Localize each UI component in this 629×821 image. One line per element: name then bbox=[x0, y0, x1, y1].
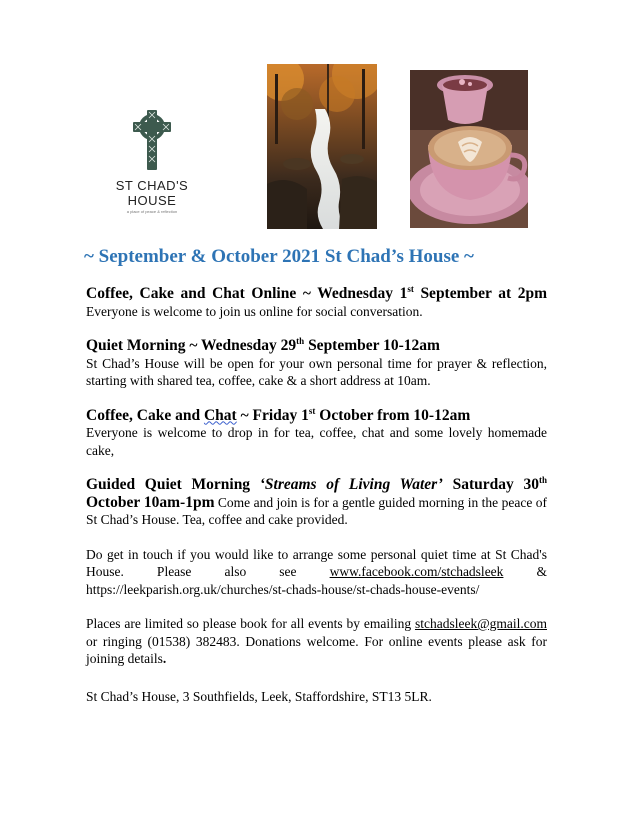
event2-title-part2: September 10-12am bbox=[304, 337, 440, 354]
event2-title-part1: Quiet Morning ~ Wednesday 29 bbox=[86, 337, 297, 354]
event2-title-sup: th bbox=[296, 335, 305, 346]
celtic-cross-icon bbox=[131, 108, 173, 172]
event3-title-sup: st bbox=[308, 405, 316, 416]
event-coffee-chat-description: Everyone is welcome to drop in for tea, coffee, chat and some lovely homemade cake, bbox=[86, 425, 547, 458]
event-guided-quiet-morning bbox=[86, 476, 547, 529]
page-heading: ~ September & October 2021 St Chad’s House ~ bbox=[84, 246, 474, 267]
coffee-cups-photo bbox=[410, 70, 528, 228]
event1-title-part1: Coffee, Cake and Chat Online ~ Wednesday 1 bbox=[86, 285, 408, 302]
event3-title-part3: October from 10-12am bbox=[315, 406, 471, 424]
event3-title-part1: Coffee, Cake and bbox=[86, 406, 204, 424]
email-link[interactable]: stchadsleek@gmail.com bbox=[414, 616, 547, 631]
booking-paragraph bbox=[86, 615, 547, 668]
event3-title-chat: Chat bbox=[203, 406, 237, 424]
event-coffee-online-title bbox=[86, 285, 547, 302]
contact-text-part1: Do get in touch if you would like to arrange some personal quiet time at St Chad's House. Please also see bbox=[86, 546, 547, 579]
event4-title-italic: ‘Streams of Living Water’ bbox=[259, 476, 443, 493]
st-chads-house-logo bbox=[104, 108, 200, 220]
address: St Chad’s House, 3 Southfields, Leek, Staffordshire, ST13 5LR. bbox=[86, 688, 432, 704]
logo-name-line1: ST CHAD'S bbox=[115, 178, 189, 193]
event4-title-part1: Guided Quiet Morning bbox=[86, 476, 260, 493]
waterfall-photo bbox=[267, 64, 377, 229]
logo-name-line2: HOUSE bbox=[127, 193, 177, 208]
event-quiet-morning-title bbox=[86, 337, 440, 354]
event4-title-part2: Saturday 30 bbox=[442, 476, 539, 493]
event-coffee-online-description: Everyone is welcome to join us online for social conversation. bbox=[86, 303, 423, 319]
contact-text-part2: & https://leekparish.org.uk/churches/st-chads-house/st-chads-house-events/ bbox=[86, 564, 547, 597]
logo-tagline: a place of peace & reflection bbox=[126, 209, 178, 214]
booking-text-part1: Places are limited so please book for all events by emailing bbox=[86, 616, 415, 631]
event-coffee-online bbox=[86, 285, 547, 320]
logo-name bbox=[104, 178, 200, 208]
event-coffee-chat-title bbox=[86, 407, 470, 424]
booking-text-part2: or ringing (01538) 382483. Donations welcome. For online events please ask for joining details bbox=[86, 633, 547, 666]
event1-title-sup: st bbox=[407, 283, 414, 294]
event1-title-part2: September at 2pm bbox=[413, 285, 547, 302]
event-list bbox=[86, 285, 547, 705]
facebook-link[interactable]: www.facebook.com/stchadsleek bbox=[329, 564, 504, 579]
event-guided-quiet-morning-description: Come and join is for a gentle guided morning in the peace of St Chad’s House. Tea, coffee and cake provided. bbox=[86, 494, 547, 527]
event-quiet-morning-description: St Chad’s House will be open for your own personal time for prayer & reflection, starting with shared tea, coffee, cake & a short address at 10am. bbox=[86, 355, 547, 388]
event4-title-sup: th bbox=[538, 474, 547, 485]
contact-paragraph bbox=[86, 546, 547, 599]
booking-period: . bbox=[162, 651, 167, 666]
event3-title-part2: ~ Friday 1 bbox=[236, 406, 309, 424]
event-coffee-chat bbox=[86, 407, 547, 460]
event4-title-part3: October 10am-1pm bbox=[86, 493, 215, 511]
event-quiet-morning bbox=[86, 337, 547, 390]
